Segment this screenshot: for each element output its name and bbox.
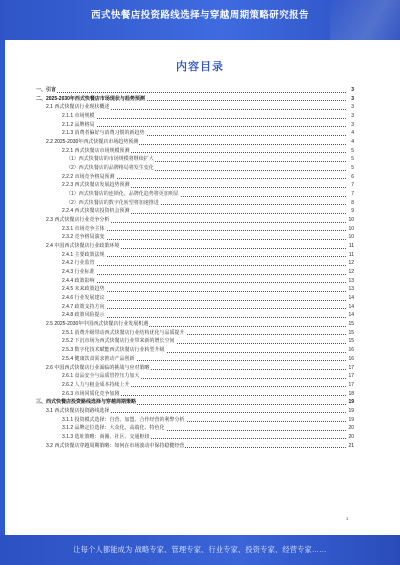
toc-entry-label: （1）西式快餐店的连锁化、品牌化趋势将更加明显 — [66, 191, 179, 198]
toc-entry[interactable] — [36, 112, 354, 121]
toc-entry-label: 2.4.1 主要政策法规 — [62, 251, 105, 258]
toc-entry-page: 3 — [351, 87, 354, 93]
toc-entry[interactable] — [36, 225, 354, 234]
toc-entry[interactable] — [36, 398, 354, 407]
toc-entry-page: 20 — [348, 433, 354, 440]
toc-entry-page: 3 — [351, 95, 354, 102]
toc-entry-page: 11 — [348, 251, 354, 258]
toc-entry-page: 19 — [348, 407, 354, 414]
toc-entry-page: 9 — [351, 208, 354, 215]
toc-leader-dots — [36, 92, 346, 93]
toc-entry-page: 3 — [351, 104, 354, 111]
toc-entry[interactable] — [36, 433, 354, 442]
toc-entry[interactable] — [36, 207, 354, 216]
toc-entry[interactable] — [36, 294, 354, 303]
toc-heading: 内容目录 — [176, 61, 224, 73]
toc-entry[interactable] — [36, 147, 354, 156]
toc-entry-label: 一、引言 — [36, 87, 57, 93]
toc-entry[interactable] — [36, 233, 354, 242]
toc-entry-label: 2.6.3 市场同质化竞争加剧 — [62, 390, 120, 397]
toc-entry[interactable] — [36, 390, 354, 399]
toc-entry-label: 2.1 西式快餐店行业现状概述 — [46, 104, 110, 111]
toc-entry[interactable] — [36, 337, 354, 346]
toc-entry-page: 17 — [348, 373, 354, 380]
toc-entry-page: 15 — [348, 338, 354, 345]
footer-slogan: 让每个人都能成为 战略专家、管理专家、行业专家、投资专家、经营专家…… — [73, 545, 327, 554]
toc-entry-page: 10 — [348, 217, 354, 224]
toc-entry-page: 10 — [348, 225, 354, 232]
toc-entry-label: 2.4 中国西式快餐店行业政策环境 — [46, 243, 120, 250]
toc-entry-page: 15 — [348, 321, 354, 328]
toc-leader-dots — [62, 118, 346, 119]
toc-entry-page: 17 — [348, 381, 354, 388]
toc-entry[interactable] — [36, 268, 354, 277]
toc-entry[interactable] — [36, 364, 354, 373]
toc-entry[interactable] — [36, 155, 354, 164]
toc-entry-label: 2.1.3 消费者偏好与消费习惯的新趋势 — [62, 130, 145, 137]
toc-entry-label: 2.3.2 竞争格局演变 — [62, 234, 105, 241]
toc-entry-page: 20 — [348, 425, 354, 432]
toc-entry-page: 13 — [348, 277, 354, 284]
toc-entry[interactable] — [36, 95, 354, 104]
toc-entry-label: 2.6.1 食品安全与品质管控压力加大 — [62, 373, 140, 380]
toc-entry[interactable] — [36, 355, 354, 364]
toc-entry[interactable] — [36, 138, 354, 147]
toc-entry-page: 19 — [348, 416, 354, 423]
toc-entry-label: 2.1.1 市场规模 — [62, 113, 95, 120]
toc-entry-label: 2.2 2025-2030年西式快餐店市场趋势预测 — [46, 139, 139, 146]
document-title: 西式快餐店投资路线选择与穿越周期策略研究报告 — [91, 10, 309, 21]
toc-entry-page: 7 — [351, 182, 354, 189]
toc-entry-label: （2）西式快餐店的品牌格局将发生变化 — [66, 165, 154, 172]
toc-entry-label: 2.5.4 健康饮食需求推动产品创新 — [62, 355, 135, 362]
toc-entry-label: 2.4.8 政策风险提示 — [62, 312, 105, 319]
toc-entry-page: 14 — [348, 312, 354, 319]
toc-entry-label: 2.4.2 行业监管 — [62, 260, 95, 267]
toc-entry[interactable] — [36, 251, 354, 260]
toc-entry-page: 14 — [348, 295, 354, 302]
toc-entry-page: 10 — [348, 234, 354, 241]
toc-entry[interactable] — [36, 329, 354, 338]
toc-entry[interactable] — [36, 259, 354, 268]
toc-entry-label: 2.6 中国西式快餐店行业面临的挑战与应对策略 — [46, 364, 150, 371]
toc-entry[interactable] — [36, 121, 354, 130]
toc-entry-label: 2.4.7 政策支持方向 — [62, 303, 105, 310]
toc-entry[interactable] — [36, 311, 354, 320]
toc-entry-page: 18 — [348, 390, 354, 397]
toc-entry-page: 19 — [348, 399, 354, 406]
toc-entry[interactable] — [36, 190, 354, 199]
toc-entry-label: 2.5.1 消费升级带动西式快餐店行业结构优化与品质提升 — [62, 329, 185, 336]
page-number: 1 — [346, 516, 349, 521]
toc-leader-dots — [62, 126, 346, 127]
toc-entry[interactable] — [36, 103, 354, 112]
toc-entry[interactable] — [36, 303, 354, 312]
toc-entry-label: 3.1 西式快餐店投资路线选择 — [46, 407, 110, 414]
toc-entry[interactable] — [36, 164, 354, 173]
toc-entry-label: 2.5 2025-2030年中国西式快餐店行业发展机遇 — [46, 321, 149, 328]
toc-entry-page: 21 — [348, 442, 354, 449]
left-accent-bar — [0, 40, 5, 535]
toc-entry-label: 2.2.1 西式快餐店市场规模预测 — [62, 147, 130, 154]
toc-entry-page: 17 — [348, 364, 354, 371]
toc-entry-page: 13 — [348, 286, 354, 293]
toc-entry-page: 11 — [348, 243, 354, 250]
toc-entry-page: 5 — [351, 147, 354, 154]
toc-entry-label: 二、2025-2030年西式快餐店市场现状与趋势预测 — [36, 95, 145, 102]
toc-entry[interactable] — [36, 346, 354, 355]
toc-entry-label: 2.4.4 政策影响 — [62, 277, 95, 284]
toc-entry[interactable] — [36, 372, 354, 381]
toc-entry-page: 15 — [348, 329, 354, 336]
toc-entry-label: 3.1.3 选址策略：商圈、社区、交通枢纽 — [62, 433, 150, 440]
toc-entry-label: 2.4.5 未来政策趋势 — [62, 286, 105, 293]
toc-entry[interactable] — [36, 442, 354, 451]
toc-entry-label: 3.1.1 投资模式选择：自营、加盟、合作经营的利弊分析 — [62, 416, 185, 423]
toc-entry-page: 5 — [351, 165, 354, 172]
toc-entry-label: 2.2.2 市场竞争格局预测 — [62, 173, 115, 180]
toc-entry-page: 4 — [351, 130, 354, 137]
toc-leader-dots — [62, 265, 346, 266]
toc-entry-page: 3 — [351, 121, 354, 128]
toc-entry-label: 2.3.1 市场竞争主体 — [62, 225, 105, 232]
toc-entry-page: 14 — [348, 303, 354, 310]
toc-entry-label: 三、西式快餐店投资路线选择与穿越周期策略 — [36, 399, 137, 406]
toc-entry[interactable] — [36, 285, 354, 294]
toc-entry[interactable] — [36, 242, 354, 251]
toc-entry-page: 16 — [348, 355, 354, 362]
table-of-contents — [36, 86, 354, 450]
toc-entry[interactable] — [36, 181, 354, 190]
toc-entry-page: 12 — [348, 260, 354, 267]
toc-entry-label: 2.4.6 行业发展建议 — [62, 295, 105, 302]
toc-entry-page: 6 — [351, 173, 354, 180]
toc-entry-page: 3 — [351, 113, 354, 120]
toc-entry-page: 7 — [351, 191, 354, 198]
toc-entry-label: 3.1.2 品牌定位选择：大众化、高端化、特色化 — [62, 425, 165, 432]
toc-entry[interactable] — [36, 216, 354, 225]
toc-entry-label: 2.4.3 行业标准 — [62, 269, 95, 276]
toc-entry-label: 2.6.2 人力与租金成本持续上升 — [62, 381, 130, 388]
toc-entry-label: 2.5.3 数字化技术赋能西式快餐店行业转型升级 — [62, 347, 165, 354]
toc-entry-label: （1）西式快餐店的市场规模将继续扩大 — [66, 156, 154, 163]
toc-entry-label: 2.5.2 下沉市场为西式快餐店行业带来新的增长空间 — [62, 338, 175, 345]
toc-entry[interactable] — [36, 424, 354, 433]
toc-entry-page: 12 — [348, 269, 354, 276]
toc-entry[interactable] — [36, 199, 354, 208]
toc-entry-page: 5 — [351, 156, 354, 163]
toc-entry[interactable] — [36, 407, 354, 416]
toc-entry[interactable] — [36, 320, 354, 329]
toc-leader-dots — [62, 274, 346, 275]
toc-entry-page: 16 — [348, 347, 354, 354]
toc-entry[interactable] — [36, 129, 354, 138]
toc-entry-label: 3.2 西式快餐店穿越周期策略：如何在市场波动中保持稳健经营 — [46, 442, 185, 449]
toc-entry-label: 2.1.2 品牌格局 — [62, 121, 95, 128]
toc-entry[interactable] — [36, 416, 354, 425]
toc-entry[interactable] — [36, 277, 354, 286]
toc-entry[interactable] — [36, 86, 354, 95]
toc-entry-label: （2）西式快餐店的数字化转型将加速推进 — [66, 199, 159, 206]
toc-entry[interactable] — [36, 173, 354, 182]
toc-entry[interactable] — [36, 381, 354, 390]
toc-entry-label: 2.3 西式快餐店行业竞争分析 — [46, 217, 110, 224]
toc-entry-label: 2.2.3 西式快餐店发展趋势预测 — [62, 182, 130, 189]
toc-entry-page: 8 — [351, 199, 354, 206]
toc-entry-page: 4 — [351, 139, 354, 146]
toc-entry-label: 2.2.4 西式快餐店投资机会预测 — [62, 208, 130, 215]
toc-leader-dots — [62, 282, 346, 283]
